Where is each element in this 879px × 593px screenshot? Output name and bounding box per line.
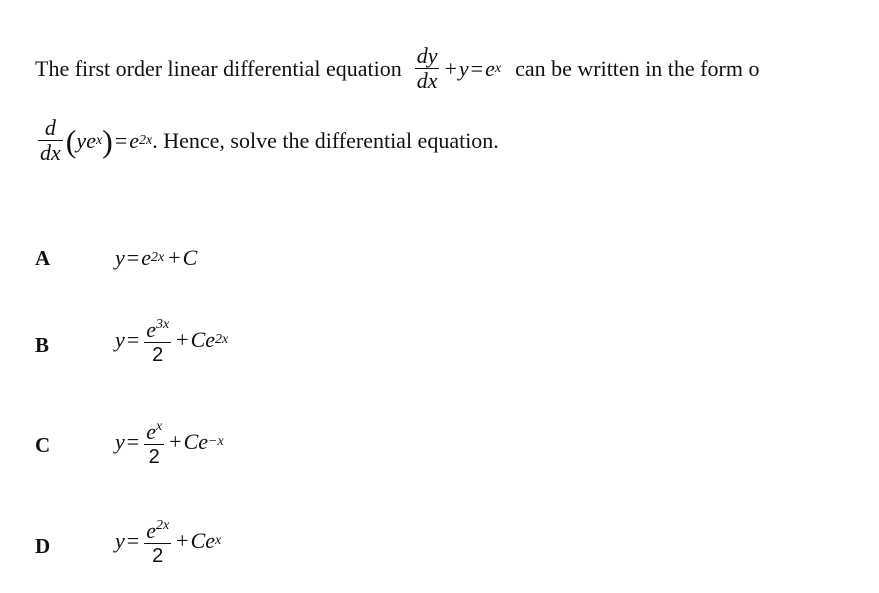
question-line-1 (35, 44, 879, 114)
d-numerator: d (44, 115, 56, 140)
dy-dx-fraction (415, 44, 440, 93)
exp-base-e: e (146, 317, 156, 342)
question-text-after: can be written in the form o (515, 55, 760, 81)
dx-denominator: dx (416, 68, 438, 93)
var-y: y (76, 127, 87, 153)
option-label: B (35, 333, 50, 357)
exp-power: 2x (150, 250, 165, 265)
option-label: A (35, 246, 51, 270)
dx-denominator: dx (40, 140, 61, 165)
var-y: y (115, 429, 125, 454)
exp-power: 3x (155, 317, 170, 332)
c-exp-base: Ce (183, 429, 209, 454)
fraction-denominator: 2 (148, 446, 160, 468)
option-c[interactable] (35, 415, 735, 475)
option-expression (115, 415, 224, 469)
constant-c: C (182, 245, 198, 270)
exp-base-e: e (141, 245, 151, 270)
equals-sign: = (126, 429, 140, 454)
exp-power: x (494, 60, 502, 76)
dy-numerator: dy (416, 44, 438, 68)
exp-base-e: e (86, 127, 96, 153)
d-dx-operator (38, 116, 63, 165)
rhs-exp-base-e: e (129, 127, 140, 153)
plus-sign: + (169, 429, 182, 454)
option-b[interactable] (35, 313, 735, 373)
equals-sign: = (126, 528, 140, 553)
equals-sign: = (126, 327, 140, 352)
var-y: y (115, 528, 125, 553)
rhs-exp-power: 2x (139, 132, 153, 148)
question-text-hence: . Hence, solve the differential equation. (152, 127, 499, 153)
question-line-2 (35, 116, 879, 176)
question-text-before: The first order linear differential equation (35, 55, 402, 81)
exp-fraction (144, 313, 171, 367)
exp-base-e: e (146, 518, 156, 543)
option-d[interactable] (35, 514, 735, 574)
fraction-denominator: 2 (152, 344, 164, 366)
plus-sign: + (176, 327, 189, 352)
var-y: y (458, 55, 469, 81)
exp-power: 2x (155, 518, 170, 533)
fraction-numerator (144, 415, 164, 444)
exp-base-e: e (146, 419, 156, 444)
exp-power: x (155, 419, 163, 434)
exp-fraction (144, 514, 171, 568)
equals-sign: = (126, 245, 140, 270)
option-label: D (35, 534, 51, 558)
c-exp-base: Ce (190, 327, 216, 352)
fraction-numerator (144, 514, 171, 543)
left-paren: ( (65, 122, 77, 159)
fraction-denominator: 2 (152, 545, 164, 567)
fraction-numerator (144, 313, 171, 342)
option-expression (115, 313, 228, 367)
c-exp-base: Ce (190, 528, 216, 553)
option-a[interactable] (35, 236, 735, 296)
option-expression (115, 514, 221, 568)
equals-sign: = (470, 55, 484, 81)
right-paren: ) (102, 122, 113, 159)
exp-power: x (95, 132, 103, 148)
var-y: y (115, 245, 125, 270)
option-label: C (35, 433, 51, 457)
c-exp-power: −x (208, 434, 224, 449)
var-y: y (115, 327, 125, 352)
plus-sign: + (168, 245, 181, 270)
exp-base-e: e (485, 55, 495, 81)
plus-sign: + (444, 55, 457, 81)
plus-sign: + (176, 528, 189, 553)
c-exp-power: 2x (215, 332, 229, 347)
equals-sign: = (114, 127, 128, 153)
exp-fraction (144, 415, 164, 469)
c-exp-power: x (215, 533, 222, 548)
option-expression (115, 238, 197, 278)
